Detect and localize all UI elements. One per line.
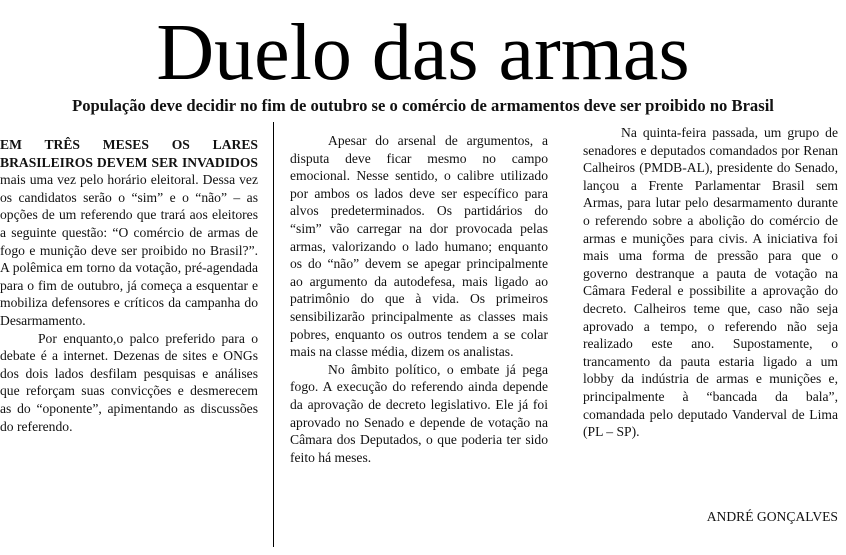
byline: ANDRÉ GONÇALVES bbox=[706, 509, 838, 524]
paragraph: Por enquanto,o palco preferido para o debate é a internet. Dezenas de sites e ONGs dos dois lados desfilam pesquisas e análises que reforçam suas convicções e desmerecem as do “oponente”, apimentando as discussões do referendo. bbox=[0, 330, 258, 434]
paragraph: Na quinta-feira passada, um grupo de senadores e deputados comandados por Renan Calheiros (PMDB-AL), presidente do Senado, lançou a Frente Parlamentar Brasil sem Armas, para lutar pelo desarmamento durante o referendo sobre a abolição do comércio de armas e munições para civis. A iniciativa foi mais uma forma de pressão para que o governo destranque a pauta de votação na Câmara Federal e possibilite a aprovação do decreto. Calheiros teme que, caso não seja aprovado a tempo, o referendo não seja realizado este ano. Supostamente, o trancamento da pauta estaria ligado a um lobby da indústria de armas e munições e, principalmente à “bancada da bala”, comandada pelo deputado Vanderval de Lima (PL – SP). bbox=[583, 125, 838, 440]
paragraph: Apesar do arsenal de argumentos, a disputa deve ficar mesmo no campo emocional. Nesse sentido, o calibre utilizado por ambos os lados deve ser específico para alvos predeterminados. Os partidários do “sim” vão carregar na dor provocada pelas armas, valorizando o lado humano; enquanto os do “não” devem se apegar principalmente ao argumento da autodefesa, mais ligado ao patrimônio do que à vida. Os primeiros sensibilizarão principalmente as classes mais pobres, enquanto os outros tendem a se colar mais na classe média, dizem os analistas. bbox=[290, 133, 548, 360]
subheadline: População deve decidir no fim de outubro se o comércio de armamentos deve ser proibido no Brasil bbox=[72, 96, 774, 115]
paragraph-text: mais uma vez pelo horário eleitoral. Dessa vez os candidatos serão o “sim” e o “não” – as opções de um referendo que trará aos eleitores a seguinte questão: “O comércio de armas de fogo e munição deve ser proibido no Brasil?”. A polêmica em torno da votação, pré-agendada para o fim de outubro, já começa a esquentar e mobiliza defensores e críticos da campanha do Desarmamento. bbox=[0, 172, 258, 328]
headline: Duelo das armas bbox=[156, 9, 690, 97]
article-column-3 bbox=[583, 124, 838, 441]
article-column-2 bbox=[290, 132, 548, 466]
column-divider bbox=[273, 122, 274, 547]
article-column-1 bbox=[0, 136, 258, 435]
paragraph bbox=[0, 136, 258, 330]
lead-in-caps: EM TRÊS MESES OS LARES BRASILEIROS DEVEM SER INVADIDOS bbox=[0, 137, 258, 170]
paragraph: No âmbito político, o embate já pega fogo. A execução do referendo ainda depende da aprovação de decreto legislativo. Ele já foi aprovado no Senado e depende de votação na Câmara dos Deputados, o que poderia ter sido feito há meses. bbox=[290, 361, 548, 465]
